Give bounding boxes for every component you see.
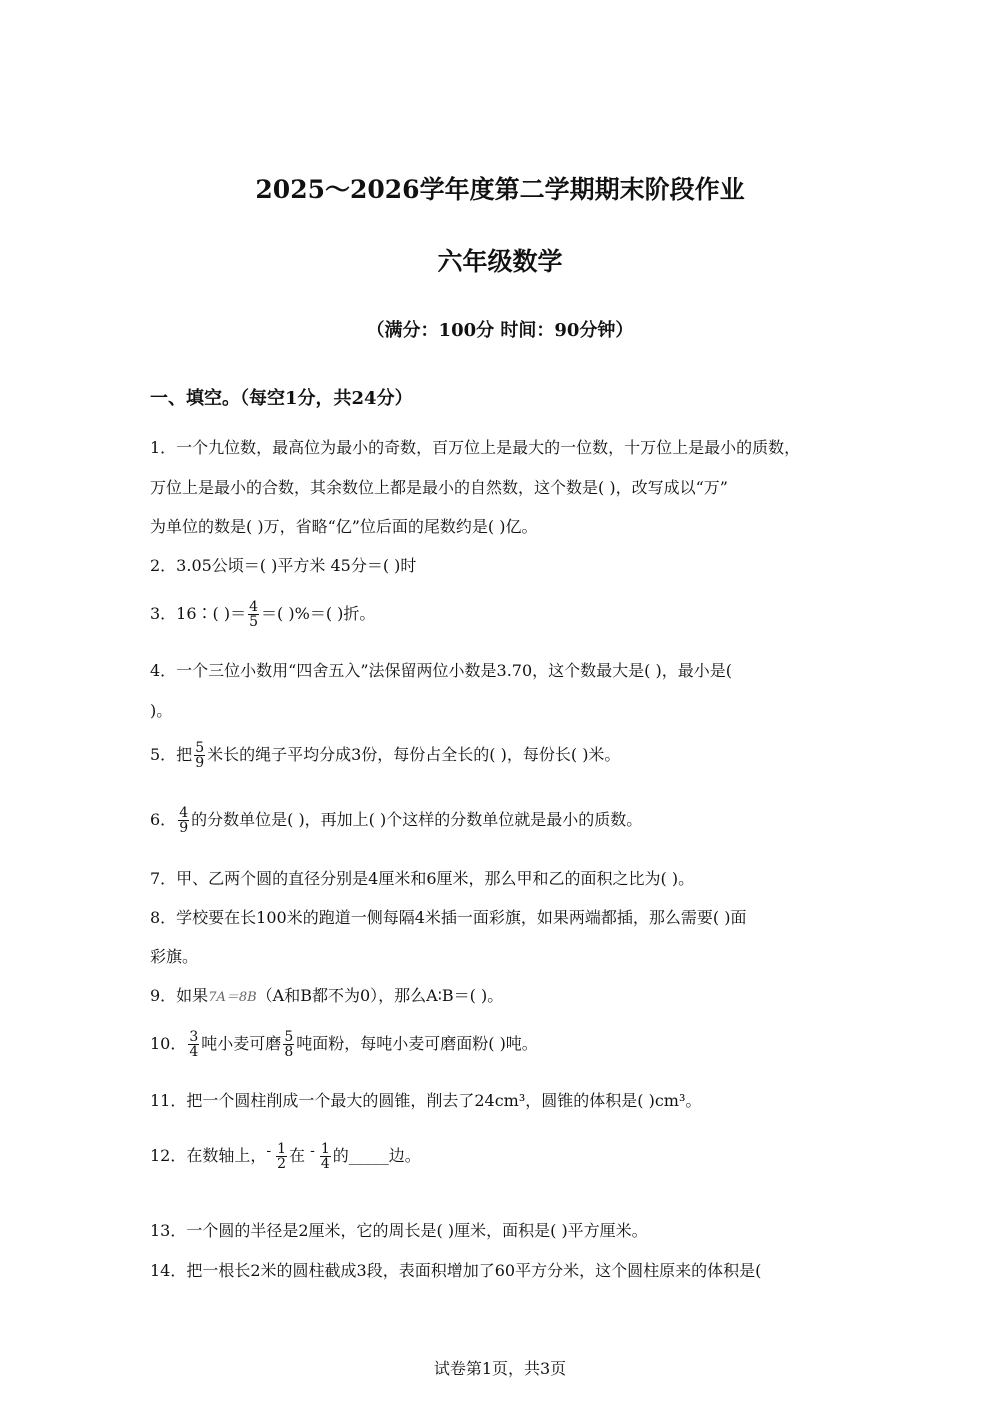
question-12-pre: 12．在数轴上， bbox=[150, 1146, 267, 1165]
page-footer: 试卷第1页，共3页 bbox=[433, 1359, 567, 1378]
question-1-line-1: 1．一个九位数，最高位为最小的奇数，百万位上是最大的一位数，十万位上是最小的质数， bbox=[150, 438, 801, 457]
question-13: 13．一个圆的半径是2厘米，它的周长是( )厘米，面积是( )平方厘米。 bbox=[150, 1221, 648, 1240]
question-10-post: 吨面粉，每吨小麦可磨面粉( )吨。 bbox=[296, 1034, 538, 1053]
fraction-numerator: 3 bbox=[189, 1029, 199, 1045]
question-6 bbox=[150, 806, 642, 835]
question-1-line-3: 为单位的数是( )万，省略“亿”位后面的尾数约是( )亿。 bbox=[150, 517, 538, 536]
minus-sign: - bbox=[266, 1143, 272, 1159]
question-9-post: （A和B都不为0），那么A∶B＝( )。 bbox=[256, 986, 504, 1005]
question-2: 2．3.05公顷＝( )平方米 45分＝( )时 bbox=[150, 556, 417, 575]
exam-info: （满分：100分 时间：90分钟） bbox=[366, 320, 634, 341]
question-3 bbox=[150, 600, 375, 629]
fraction-4-5 bbox=[248, 600, 259, 629]
fraction-3-4 bbox=[188, 1030, 199, 1059]
question-4-line-1: 4．一个三位小数用“四舍五入”法保留两位小数是3.70，这个数最大是( )，最小是( bbox=[150, 661, 732, 680]
fraction-denominator: 8 bbox=[284, 1044, 294, 1060]
fraction-numerator: 4 bbox=[249, 599, 259, 615]
fraction-5-8 bbox=[283, 1030, 294, 1059]
question-12-post: 的_____边。 bbox=[332, 1146, 421, 1165]
question-5-post: 米长的绳子平均分成3份，每份占全长的( )，每份长( )米。 bbox=[207, 745, 621, 764]
fraction-denominator: 4 bbox=[320, 1156, 330, 1172]
question-9 bbox=[150, 985, 503, 1009]
question-5-pre: 5．把 bbox=[150, 745, 193, 764]
fraction-numerator: 4 bbox=[179, 805, 189, 821]
question-3-pre: 3．16∶( )＝ bbox=[150, 604, 247, 623]
formula-image: 7A＝8B bbox=[208, 990, 257, 1005]
question-7: 7．甲、乙两个圆的直径分别是4厘米和6厘米，那么甲和乙的面积之比为( )。 bbox=[150, 869, 695, 888]
fraction-denominator: 2 bbox=[277, 1156, 287, 1172]
question-4-line-2: )。 bbox=[150, 701, 173, 720]
fraction-denominator: 9 bbox=[195, 755, 205, 771]
question-9-pre: 9．如果 bbox=[150, 986, 209, 1005]
fraction-numerator: 5 bbox=[195, 740, 205, 756]
question-11: 11．把一个圆柱削成一个最大的圆锥，削去了24cm³，圆锥的体积是( )cm³。 bbox=[150, 1091, 702, 1110]
question-3-post: ＝( )%＝( )折。 bbox=[261, 604, 376, 623]
question-10-mid: 吨小麦可磨 bbox=[201, 1034, 282, 1053]
fraction-denominator: 4 bbox=[189, 1044, 199, 1060]
question-10 bbox=[150, 1030, 538, 1059]
question-6-post: 的分数单位是( )，再加上( )个这样的分数单位就是最小的质数。 bbox=[191, 810, 643, 829]
fraction-1-4 bbox=[320, 1142, 331, 1171]
fraction-denominator: 9 bbox=[179, 820, 189, 836]
question-8-line-2: 彩旗。 bbox=[150, 947, 199, 966]
question-5 bbox=[150, 741, 620, 770]
question-12-mid: 在 bbox=[289, 1146, 306, 1165]
question-14: 14．把一根长2米的圆柱截成3段，表面积增加了60平方分米，这个圆柱原来的体积是( bbox=[150, 1261, 762, 1280]
question-1-line-2: 万位上是最小的合数，其余数位上都是最小的自然数，这个数是( )，改写成以“万” bbox=[150, 478, 728, 497]
fraction-numerator: 1 bbox=[277, 1141, 287, 1157]
question-12 bbox=[150, 1140, 421, 1171]
fraction-5-9 bbox=[194, 741, 205, 770]
fraction-1-2 bbox=[276, 1142, 287, 1171]
section-heading: 一、填空。（每空1分，共24分） bbox=[150, 388, 413, 409]
question-6-pre: 6． bbox=[150, 810, 177, 829]
fraction-4-9 bbox=[178, 806, 189, 835]
fraction-numerator: 5 bbox=[284, 1029, 294, 1045]
question-10-pre: 10． bbox=[150, 1034, 187, 1053]
subject-title: 六年级数学 bbox=[437, 247, 563, 276]
page-title: 2025～2026学年度第二学期期末阶段作业 bbox=[255, 175, 745, 204]
fraction-denominator: 5 bbox=[249, 614, 259, 630]
minus-sign: - bbox=[310, 1143, 315, 1159]
question-8-line-1: 8．学校要在长100米的跑道一侧每隔4米插一面彩旗，如果两端都插，那么需要( )面 bbox=[150, 908, 747, 927]
fraction-numerator: 1 bbox=[320, 1141, 330, 1157]
